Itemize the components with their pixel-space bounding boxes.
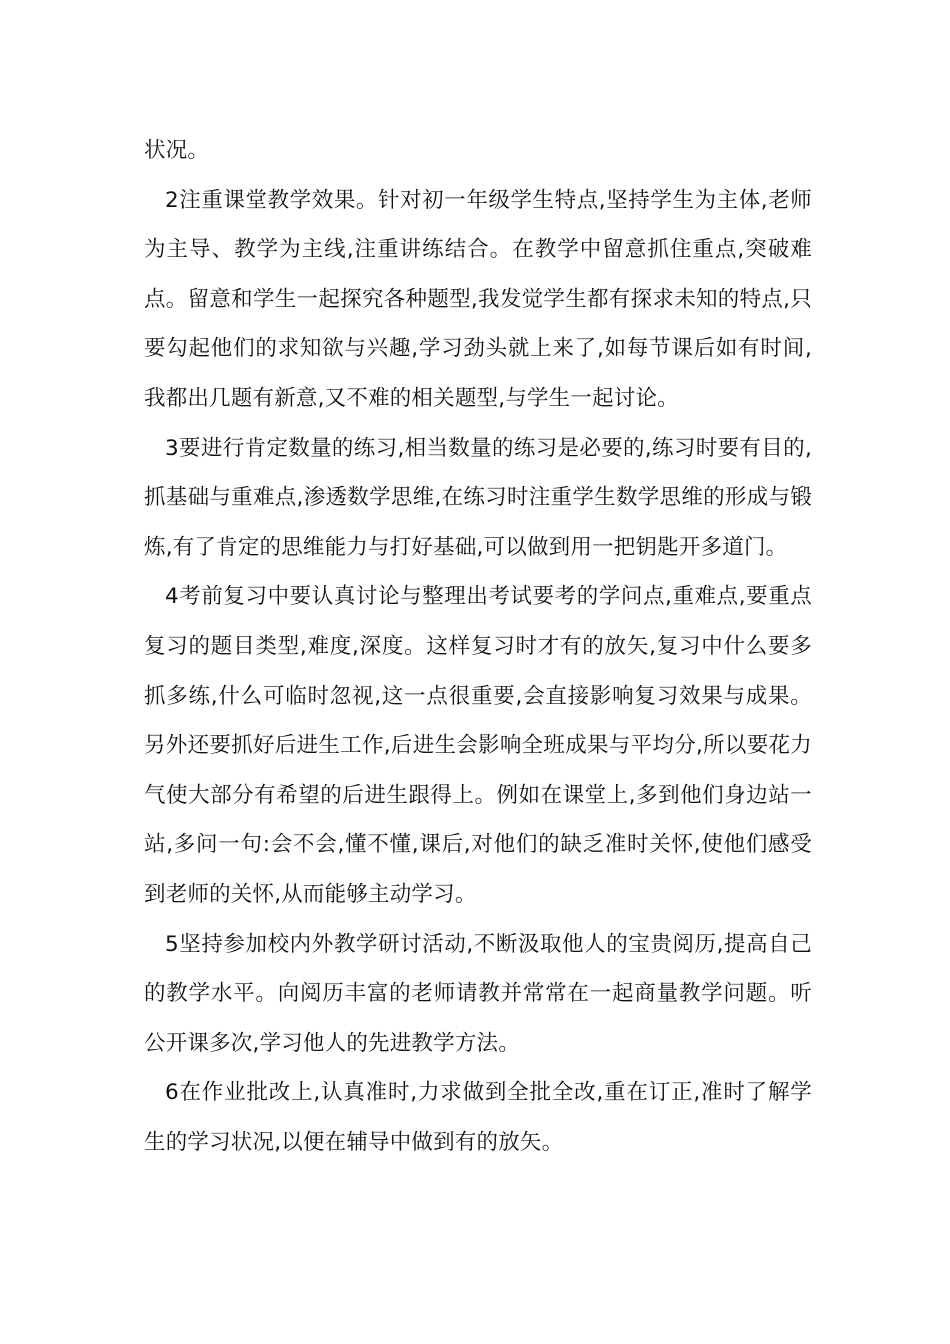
paragraph-item-5: 5坚持参加校内外教学研讨活动,不断汲取他人的宝贵阅历,提高自己的教学水平。向阅历丰富的老师请教并常常在一起商量教学问题。听公开课多次,学习他人的先进教学方法。 <box>144 931 812 1056</box>
document-body <box>144 126 812 1167</box>
paragraph-continuation: 状况。 <box>144 138 210 163</box>
paragraph-item-6: 6在作业批改上,认真准时,力求做到全批全改,重在订正,准时了解学生的学习状况,以便在辅导中做到有的放矢。 <box>144 1080 812 1155</box>
paragraph-item-3: 3要进行肯定数量的练习,相当数量的练习是必要的,练习时要有目的,抓基础与重难点,渗透数学思维,在练习时注重学生数学思维的形成与锻炼,有了肯定的思维能力与打好基础,可以做到用一把钥匙开多道门。 <box>144 435 812 560</box>
paragraph-item-4: 4考前复习中要认真讨论与整理出考试要考的学问点,重难点,要重点复习的题目类型,难度,深度。这样复习时才有的放矢,复习中什么要多抓多练,什么可临时忽视,这一点很重要,会直接影响复习效果与成果。另外还要抓好后进生工作,后进生会影响全班成果与平均分,所以要花力气使大部分有希望的后进生跟得上。例如在课堂上,多到他们身边站一站,多问一句:会不会,懂不懂,课后,对他们的缺乏准时关怀,使他们感受到老师的关怀,从而能够主动学习。 <box>144 584 812 907</box>
paragraph-item-2: 2注重课堂教学效果。针对初一年级学生特点,坚持学生为主体,老师为主导、教学为主线,注重讲练结合。在教学中留意抓住重点,突破难点。留意和学生一起探究各种题型,我发觉学生都有探求未知的特点,只要勾起他们的求知欲与兴趣,学习劲头就上来了,如每节课后如有时间,我都出几题有新意,又不难的相关题型,与学生一起讨论。 <box>144 187 812 411</box>
